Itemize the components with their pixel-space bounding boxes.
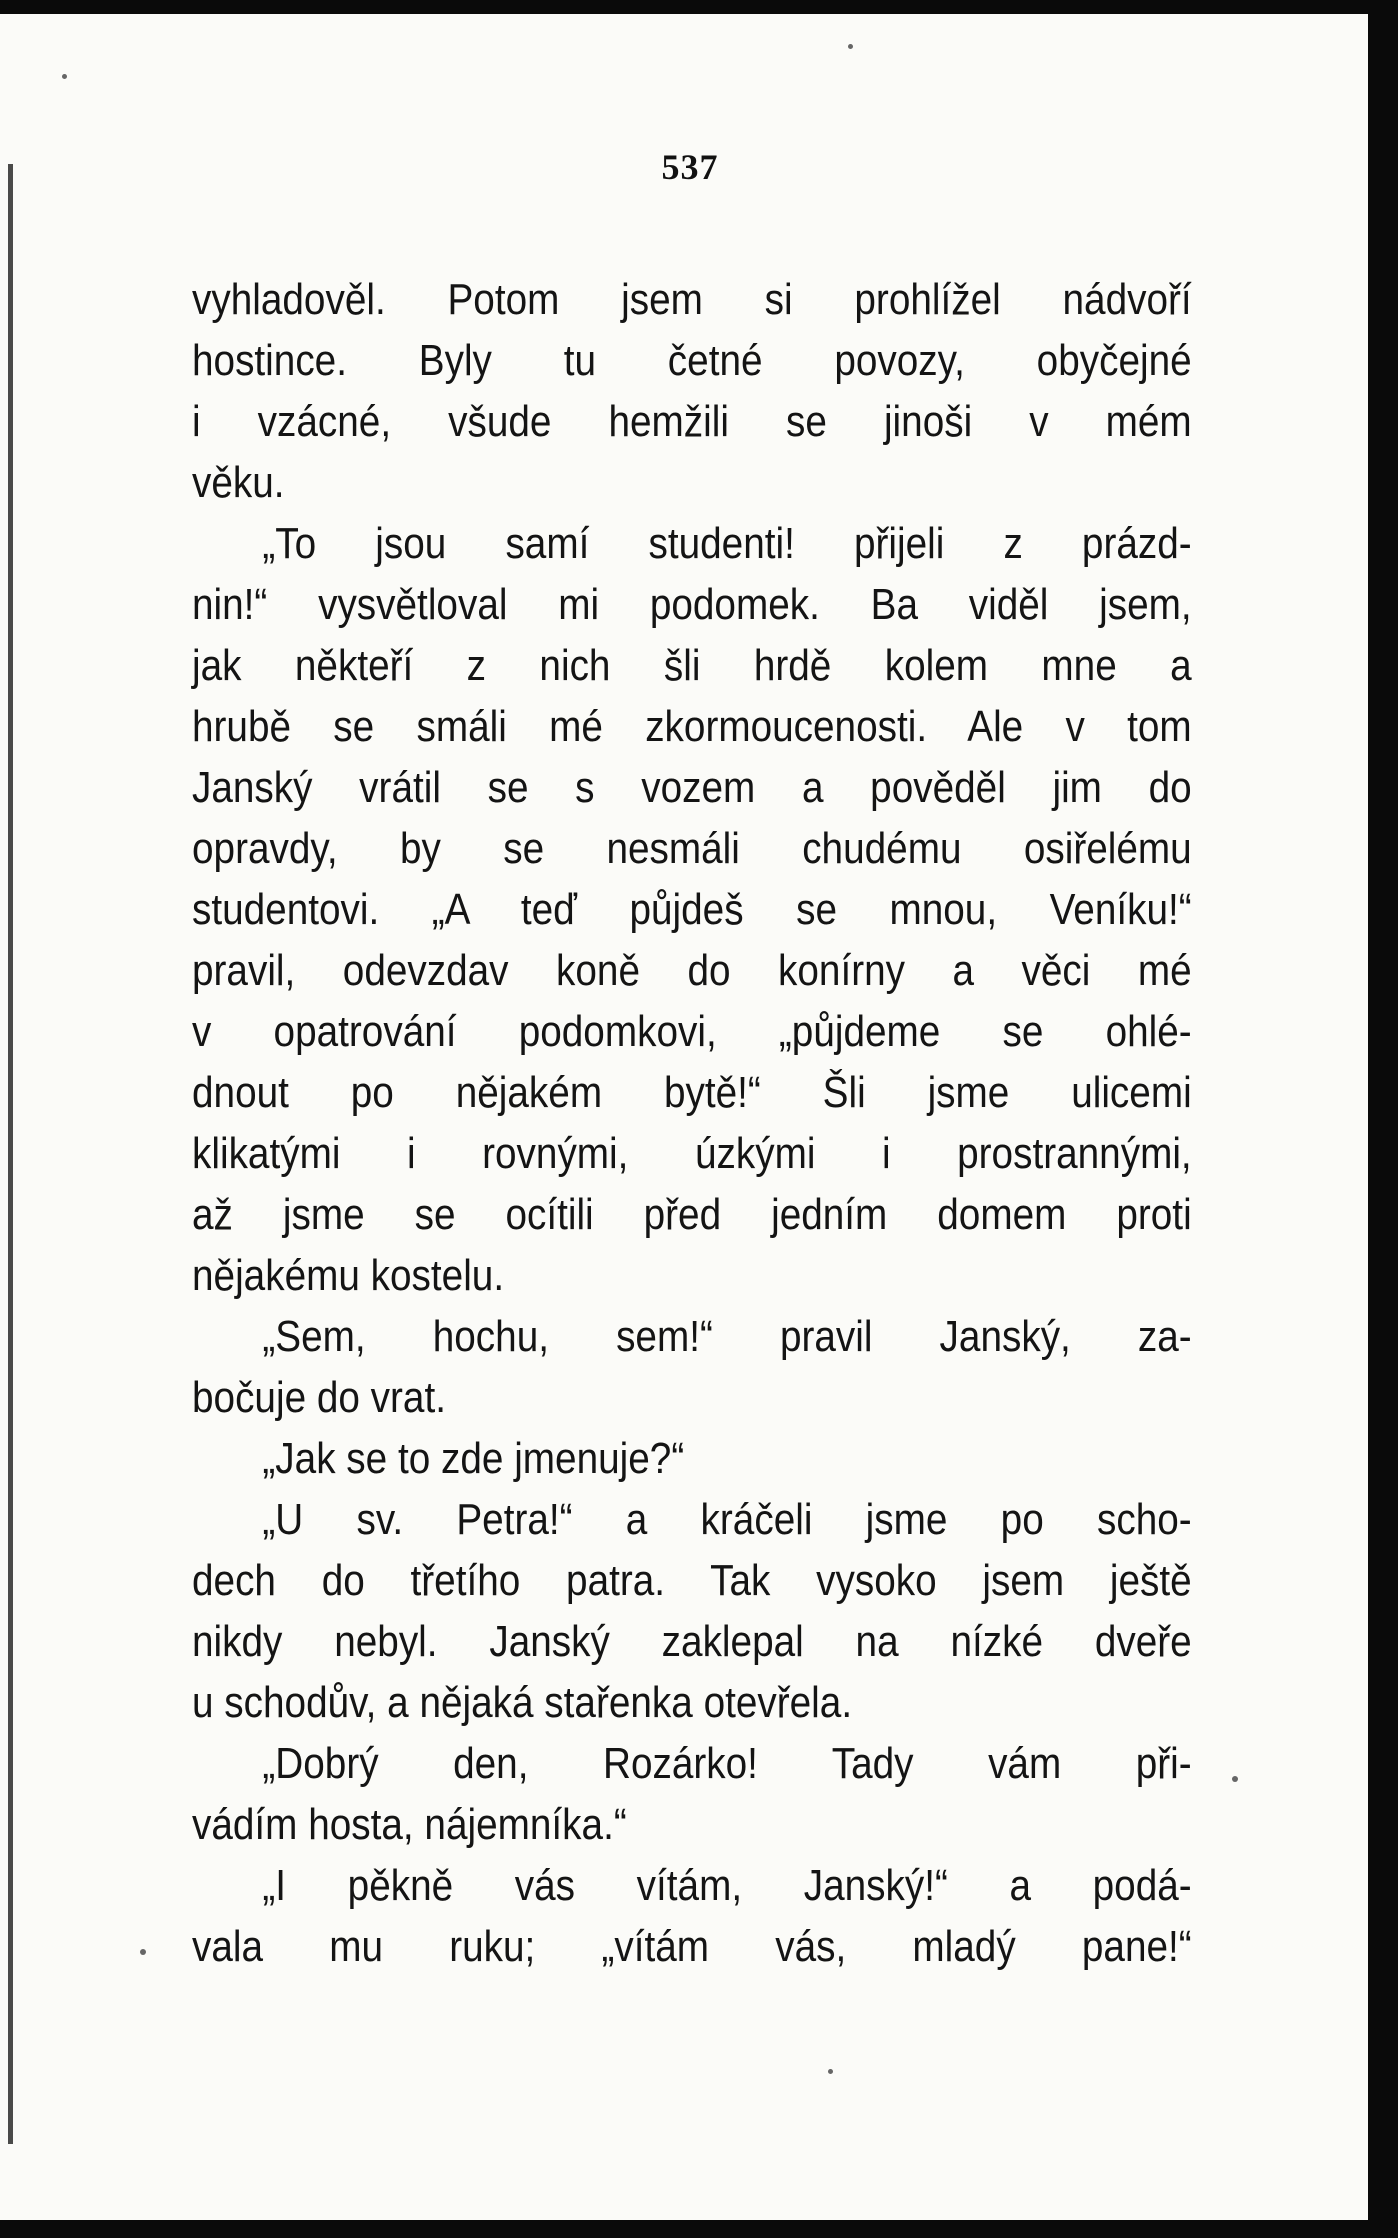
- book-page: [0, 14, 1368, 2220]
- text-line: Janský vrátil se s vozem a pověděl jim do: [192, 763, 1192, 812]
- text-line: jak někteří z nich šli hrdě kolem mne a: [192, 641, 1192, 690]
- text-line: „I pěkně vás vítám, Janský!“ a podá-: [262, 1861, 1192, 1910]
- text-line: studentovi. „A teď půjdeš se mnou, Veníku!“: [192, 885, 1192, 934]
- text-line: dnout po nějakém bytě!“ Šli jsme ulicemi: [192, 1068, 1192, 1117]
- paper-speck: [140, 1949, 146, 1955]
- text-line: nin!“ vysvětloval mi podomek. Ba viděl jsem,: [192, 580, 1192, 629]
- text-line: bočuje do vrat.: [192, 1373, 446, 1422]
- text-line: „To jsou samí studenti! přijeli z prázd-: [262, 519, 1192, 568]
- text-line: vyhladověl. Potom jsem si prohlížel nádvoří: [192, 275, 1192, 324]
- text-line: „Sem, hochu, sem!“ pravil Janský, za-: [262, 1312, 1192, 1361]
- text-line: „Jak se to zde jmenuje?“: [262, 1434, 685, 1483]
- text-line: nějakému kostelu.: [192, 1251, 505, 1300]
- text-line: věku.: [192, 458, 285, 507]
- text-line: pravil, odevzdav koně do konírny a věci mé: [192, 946, 1192, 995]
- text-line: v opatrování podomkovi, „půjdeme se ohlé-: [192, 1007, 1192, 1056]
- body-text: [192, 269, 1192, 1977]
- text-line: opravdy, by se nesmáli chudému osiřelému: [192, 824, 1192, 873]
- text-line: nikdy nebyl. Janský zaklepal na nízké dveře: [192, 1617, 1192, 1666]
- page-binding-edge: [8, 164, 13, 2144]
- text-line: klikatými i rovnými, úzkými i prostrannými,: [192, 1129, 1192, 1178]
- paper-speck: [1232, 1776, 1238, 1782]
- text-line: hrubě se smáli mé zkormoucenosti. Ale v tom: [192, 702, 1192, 751]
- text-line: až jsme se ocítili před jedním domem proti: [192, 1190, 1192, 1239]
- text-line: „Dobrý den, Rozárko! Tady vám při-: [262, 1739, 1192, 1788]
- text-line: vala mu ruku; „vítám vás, mladý pane!“: [192, 1922, 1192, 1971]
- text-line: i vzácné, všude hemžili se jinoši v mém: [192, 397, 1192, 446]
- scan-border: [1368, 0, 1398, 2238]
- text-line: „U sv. Petra!“ a kráčeli jsme po scho-: [262, 1495, 1192, 1544]
- text-line: dech do třetího patra. Tak vysoko jsem ještě: [192, 1556, 1192, 1605]
- paper-speck: [848, 44, 853, 49]
- text-line: vádím hosta, nájemníka.“: [192, 1800, 627, 1849]
- text-line: hostince. Byly tu četné povozy, obyčejné: [192, 336, 1192, 385]
- paper-speck: [828, 2069, 833, 2074]
- paper-speck: [62, 74, 67, 79]
- text-line: u schodův, a nějaká stařenka otevřela.: [192, 1678, 853, 1727]
- page-number: 537: [661, 147, 719, 187]
